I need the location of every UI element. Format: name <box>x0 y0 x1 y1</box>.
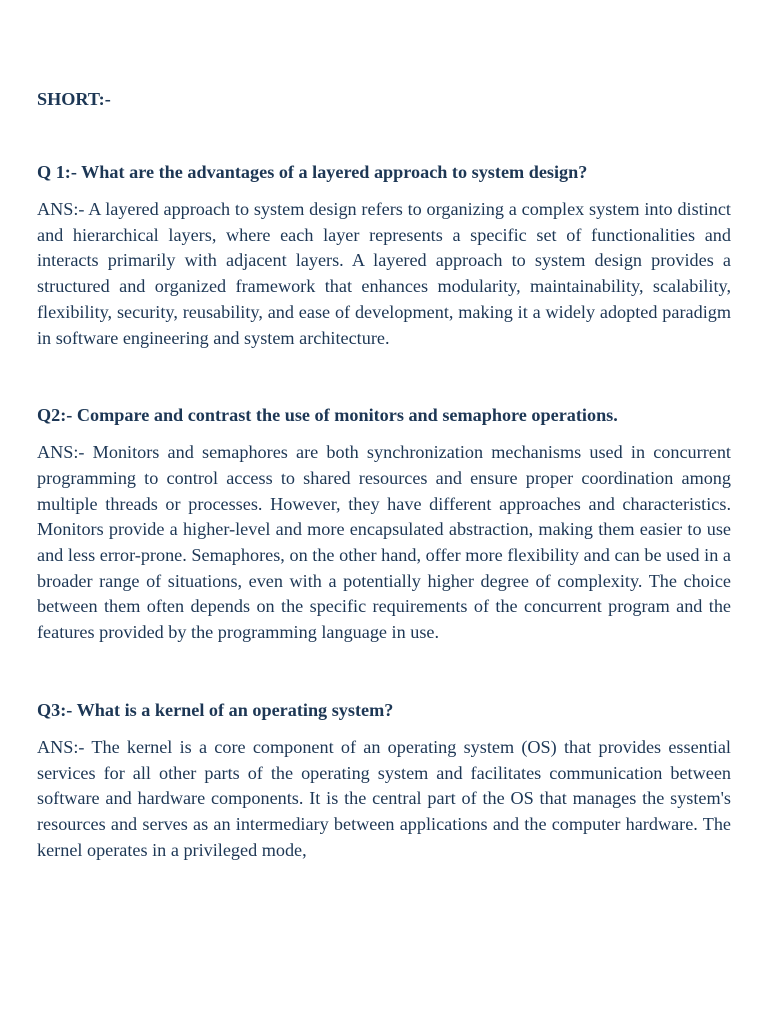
answer-1: ANS:- A layered approach to system design refers to organizing a complex system into distinct and hierarchical layers, where each layer represents a specific set of functionalities and interacts primarily with adjacent layers. A layered approach to system design provides a structured and organized framework that enhances modularity, maintainability, scalability, flexibility, security, reusability, and ease of development, making it a widely adopted paradigm in software engineering and system architecture. <box>37 199 731 348</box>
answer-2: ANS:- Monitors and semaphores are both synchronization mechanisms used in concurrent programming to control access to shared resources and ensure proper coordination among multiple threads or processes. However, they have different approaches and characteristics. Monitors provide a higher-level and more encapsulated abstraction, making them easier to use and less error-prone. Semaphores, on the other hand, offer more flexibility and can be used in a broader range of situations, even with a potentially higher degree of complexity. The choice between them often depends on the specific requirements of the concurrent program and the features provided by the programming language in use. <box>37 442 731 643</box>
qa-item-3 <box>37 697 731 864</box>
qa-item-1 <box>37 159 731 351</box>
question-2: Q2:- Compare and contrast the use of monitors and semaphore operations. <box>37 405 618 426</box>
section-title: SHORT:- <box>37 89 111 109</box>
question-1: Q 1:- What are the advantages of a layered approach to system design? <box>37 162 588 182</box>
question-3: Q3:- What is a kernel of an operating system? <box>37 699 394 720</box>
qa-item-2 <box>37 402 731 646</box>
answer-3: ANS:- The kernel is a core component of an operating system (OS) that provides essential services for all other parts of the operating system and facilitates communication between software and hardware components. It is the central part of the OS that manages the system's resources and serves as an intermediary between applications and the computer hardware. The kernel operates in a privileged mode, <box>37 736 731 860</box>
document-body <box>37 86 731 863</box>
